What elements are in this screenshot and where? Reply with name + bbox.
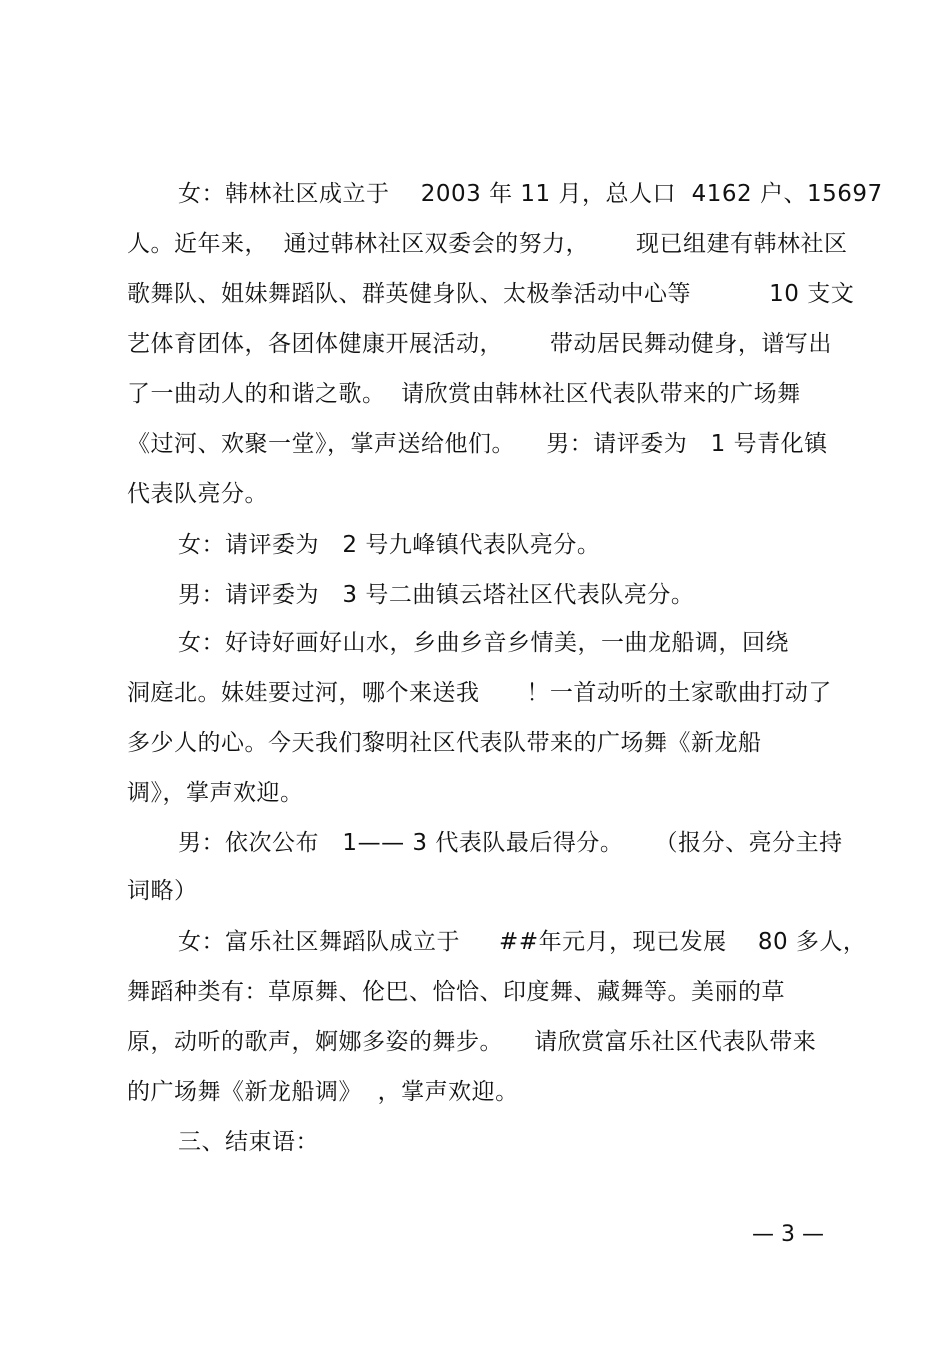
paragraph-line: 女：好诗好画好山水，乡曲乡音乡情美，一曲龙船调，回绕 [178, 630, 789, 656]
paragraph-line: 原，动听的歌声，婀娜多姿的舞步。 请欣赏富乐社区代表队带来 [127, 1029, 817, 1055]
paragraph-line: 男：依次公布 1—— 3 代表队最后得分。 （报分、亮分主持 [178, 830, 843, 856]
section-heading: 三、结束语： [178, 1129, 319, 1155]
paragraph-line: 词略） [127, 878, 198, 904]
page-number: — 3 — [752, 1222, 824, 1247]
paragraph-line: 女：请评委为 2 号九峰镇代表队亮分。 [178, 532, 601, 558]
paragraph-line: 了一曲动人的和谐之歌。 请欣赏由韩林社区代表队带来的广场舞 [127, 381, 801, 407]
paragraph-line: 洞庭北。妹娃要过河，哪个来送我 ！一首动听的土家歌曲打动了 [127, 680, 832, 706]
paragraph-line: 《过河、欢聚一堂》，掌声送给他们。 男：请评委为 1 号青化镇 [127, 431, 828, 457]
paragraph-line: 舞蹈种类有：草原舞、伦巴、恰恰、印度舞、藏舞等。美丽的草 [127, 979, 785, 1005]
paragraph-line: 调》，掌声欢迎。 [127, 780, 304, 806]
paragraph-line: 多少人的心。今天我们黎明社区代表队带来的广场舞《新龙船 [127, 730, 762, 756]
paragraph-line: 人。近年来， 通过韩林社区双委会的努力， 现已组建有韩林社区 [127, 231, 848, 257]
paragraph-line: 代表队亮分。 [127, 481, 268, 507]
paragraph-line: 艺体育团体，各团体健康开展活动， 带动居民舞动健身，谱写出 [127, 331, 832, 357]
paragraph-line: 的广场舞《新龙船调》 ，掌声欢迎。 [127, 1079, 519, 1105]
paragraph-line: 歌舞队、姐妹舞蹈队、群英健身队、太极拳活动中心等 10 支文 [127, 281, 855, 307]
paragraph-line: 女：富乐社区舞蹈队成立于 ##年元月，现已发展 80 多人， [178, 929, 867, 955]
paragraph-line: 女：韩林社区成立于 2003 年 11 月，总人口 4162 户、15697 [178, 181, 883, 207]
paragraph-line: 男：请评委为 3 号二曲镇云塔社区代表队亮分。 [178, 582, 695, 608]
